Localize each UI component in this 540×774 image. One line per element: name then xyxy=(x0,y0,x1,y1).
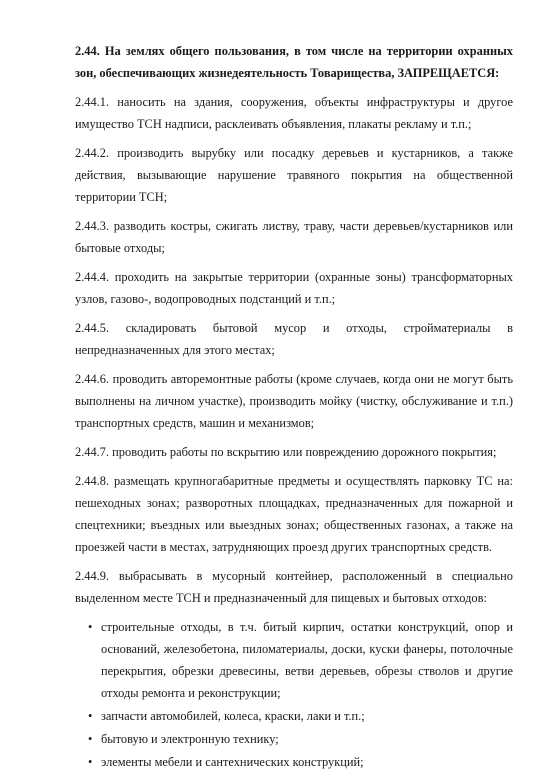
clause-2-44-8: 2.44.8. размещать крупногабаритные предметы и осуществлять парковку ТС на: пешеходных зонах; разворотных площадках, предназначенных для пожарной и спецтехники; въездных или выездных зонах; общественных газонах, а также на проезжей части в местах, затрудняющих проезд других транспортных средств. xyxy=(75,474,513,554)
clause-2-44-1: 2.44.1. наносить на здания, сооружения, объекты инфраструктуры и другое имущество ТСН надписи, расклеивать объявления, плакаты рекламу и т.п.; xyxy=(75,95,513,131)
clause-2-44-2: 2.44.2. производить вырубку или посадку деревьев и кустарников, а также действия, вызывающие нарушение травяного покрытия на общественной территории ТСН; xyxy=(75,146,513,204)
clause-2-44-7: 2.44.7. проводить работы по вскрытию или повреждению дорожного покрытия; xyxy=(75,445,497,459)
bullet-item-text: строительные отходы, в т.ч. битый кирпич, остатки конструкций, опор и оснований, железобетона, пиломатериалы, доски, куски фанеры, потолочные перекрытия, обрезки древесины, ветви деревьев, обрезы стволов и другие отходы ремонта и реконструкции; xyxy=(101,620,513,700)
clause-2-44-4: 2.44.4. проходить на закрытые территории (охранные зоны) трансформаторных узлов, газово-, водопроводных подстанций и т.п.; xyxy=(75,270,513,306)
bullet-item-text: бытовую и электронную технику; xyxy=(101,732,279,746)
bullet-icon: • xyxy=(88,732,93,746)
section-heading: 2.44. На землях общего пользования, в том числе на территории охранных зон, обеспечивающих жизнедеятельность Товарищества, ЗАПРЕЩАЕТСЯ: xyxy=(75,44,513,80)
document-page xyxy=(75,40,513,774)
clause-2-44-6: 2.44.6. проводить авторемонтные работы (кроме случаев, когда они не могут быть выполнены на личном участке), производить мойку (чистку, обслуживание и т.п.) транспортных средств, машин и механизмов; xyxy=(75,372,513,430)
bullet-item xyxy=(75,728,513,750)
waste-bullet-list xyxy=(75,616,513,773)
clause-2-44-9: 2.44.9. выбрасывать в мусорный контейнер, расположенный в специально выделенном месте ТСН и предназначенный для пищевых и бытовых отходов: xyxy=(75,569,513,605)
bullet-item-text: элементы мебели и сантехнических конструкций; xyxy=(101,755,364,769)
bullet-icon: • xyxy=(88,709,93,723)
bullet-item xyxy=(75,705,513,727)
clause-2-44-5: 2.44.5. складировать бытовой мусор и отходы, стройматериалы в непредназначенных для этого местах; xyxy=(75,321,513,357)
bullet-icon: • xyxy=(88,755,93,769)
bullet-icon: • xyxy=(88,620,93,634)
bullet-item xyxy=(75,616,513,704)
clause-2-44-3: 2.44.3. разводить костры, сжигать листву, траву, части деревьев/кустарников или бытовые отходы; xyxy=(75,219,513,255)
bullet-item-text: запчасти автомобилей, колеса, краски, лаки и т.п.; xyxy=(101,709,365,723)
